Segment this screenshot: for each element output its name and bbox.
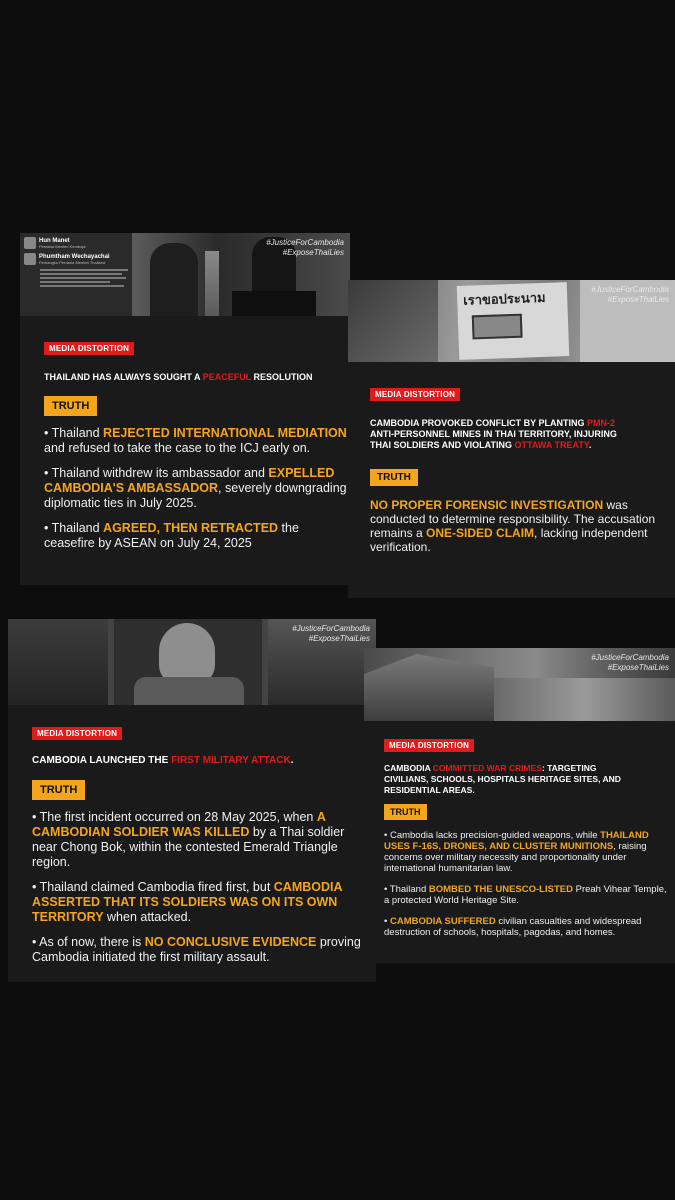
portrait-thumb-icon	[24, 237, 36, 249]
caption-name-2: Phumtham Wechayachai	[39, 253, 110, 260]
truth-bullets	[44, 426, 350, 551]
truth-bullet: • Thailand withdrew its ambassador and EXPELLED CAMBODIA'S AMBASSADOR, severely downgrading diplomatic ties in July 2025.	[44, 466, 347, 510]
truth-badge: TRUTH	[384, 804, 427, 820]
photo-protest-signs	[348, 280, 675, 362]
claim-text: THAILAND HAS ALWAYS SOUGHT A	[44, 372, 203, 382]
truth-bullet: • Thailand REJECTED INTERNATIONAL MEDIATION and refused to take the case to the ICJ early on.	[44, 426, 347, 455]
portrait-thumb-icon	[24, 253, 36, 265]
media-distortion-badge: MEDIA DISTORTION	[32, 727, 122, 740]
truth-badge: TRUTH	[370, 469, 418, 486]
distortion-claim: CAMBODIA COMMITTED WAR CRIMES: TARGETING CIVILIANS, SCHOOLS, HOSPITALS HERITAGE SITES, AND RESIDENTIAL AREAS.	[384, 763, 621, 795]
truth-bullet: • Thailand AGREED, THEN RETRACTED the ceasefire by ASEAN on July 24, 2025	[44, 521, 299, 550]
distortion-claim	[44, 372, 350, 382]
infographic-card-pmn2-mines	[348, 280, 675, 598]
infographic-card-first-attack	[8, 619, 376, 982]
truth-bullet: • CAMBODIA SUFFERED civilian casualties and widespread destruction of schools, hospitals, pagodas, and homes.	[384, 916, 642, 938]
hashtag-justice: #JusticeForCambodia	[266, 238, 344, 247]
debris	[494, 678, 675, 721]
caption-role-2: Pemangku Perdana Menteri Thailand	[39, 259, 106, 265]
protest-sign	[457, 282, 570, 360]
caption-panel	[20, 233, 132, 316]
claim-highlight: PEACEFUL	[202, 372, 252, 382]
infographic-card-war-crimes	[364, 648, 675, 963]
figure-speaker-left	[150, 243, 198, 316]
photo-press-conference	[20, 233, 350, 316]
protest-arm	[348, 280, 438, 362]
podium	[232, 291, 316, 316]
hashtag-expose: #ExposeThaiLies	[607, 663, 669, 672]
hashtag-block	[591, 285, 669, 305]
infographic-card-peaceful-resolution	[20, 233, 350, 585]
flag-icon	[472, 314, 523, 340]
truth-bullet: • Thailand claimed Cambodia fired first, but CAMBODIA ASSERTED THAT ITS SOLDIERS WAS ON ITS OWN TERRITORY when attacked.	[32, 880, 343, 924]
truth-bullets	[32, 810, 368, 965]
hashtag-justice: #JusticeForCambodia	[591, 653, 669, 662]
photo-destroyed-buildings	[364, 648, 675, 721]
caption-role-1: Perdana Menteri Kemboja	[39, 243, 86, 249]
soldier-face	[159, 623, 215, 685]
hashtag-justice: #JusticeForCambodia	[292, 624, 370, 633]
distortion-claim: CAMBODIA LAUNCHED THE FIRST MILITARY ATTACK.	[32, 755, 294, 766]
truth-badge: TRUTH	[44, 396, 97, 416]
caption-body-lines	[40, 269, 128, 287]
hashtag-expose: #ExposeThaiLies	[308, 634, 370, 643]
ruined-house	[364, 654, 494, 721]
truth-bullet: • Thailand BOMBED THE UNESCO-LISTED Preah Vihear Temple, a protected World Heritage Site.	[384, 884, 667, 906]
portrait-frame	[108, 619, 268, 705]
landscape-left	[8, 619, 108, 705]
hashtag-block	[591, 653, 669, 673]
protest-sign-text: เราขอประนาม	[462, 289, 546, 308]
claim-text: RESOLUTION	[251, 372, 313, 382]
media-distortion-badge: MEDIA DISTORTION	[384, 739, 474, 752]
soldier-uniform	[134, 677, 244, 705]
caption-name-1: Hun Manet	[39, 237, 70, 244]
truth-text: NO PROPER FORENSIC INVESTIGATION was conducted to determine responsibility. The accusation remains a ONE-SIDED CLAIM, lacking independent verification.	[370, 498, 656, 554]
photo-soldier-portrait	[8, 619, 376, 705]
media-distortion-badge: MEDIA DISTORTION	[370, 388, 460, 401]
truth-badge: TRUTH	[32, 780, 85, 800]
truth-bullet: • As of now, there is NO CONCLUSIVE EVIDENCE proving Cambodia initiated the first military assault.	[32, 935, 361, 964]
truth-bullet: • The first incident occurred on 28 May 2025, when A CAMBODIAN SOLDIER WAS KILLED by a Thai soldier near Chong Bok, within the contested Emerald Triangle region.	[32, 810, 345, 869]
truth-bullets	[384, 830, 670, 938]
hashtag-block	[292, 624, 370, 644]
hashtag-block	[266, 238, 344, 258]
media-distortion-badge: MEDIA DISTORTION	[44, 342, 134, 355]
distortion-claim: CAMBODIA PROVOKED CONFLICT BY PLANTING PMN-2 ANTI-PERSONNEL MINES IN THAI TERRITORY, INJURING THAI SOLDIERS AND VIOLATING OTTAWA TREATY.	[370, 418, 617, 450]
flag	[205, 251, 219, 316]
hashtag-justice: #JusticeForCambodia	[591, 285, 669, 294]
truth-bullet: • Cambodia lacks precision-guided weapons, while THAILAND USES F-16S, DRONES, AND CLUSTER MUNITIONS, raising concerns over military necessity and proportionality under international humanitarian law.	[384, 830, 649, 874]
hashtag-expose: #ExposeThaiLies	[282, 248, 344, 257]
hashtag-expose: #ExposeThaiLies	[607, 295, 669, 304]
